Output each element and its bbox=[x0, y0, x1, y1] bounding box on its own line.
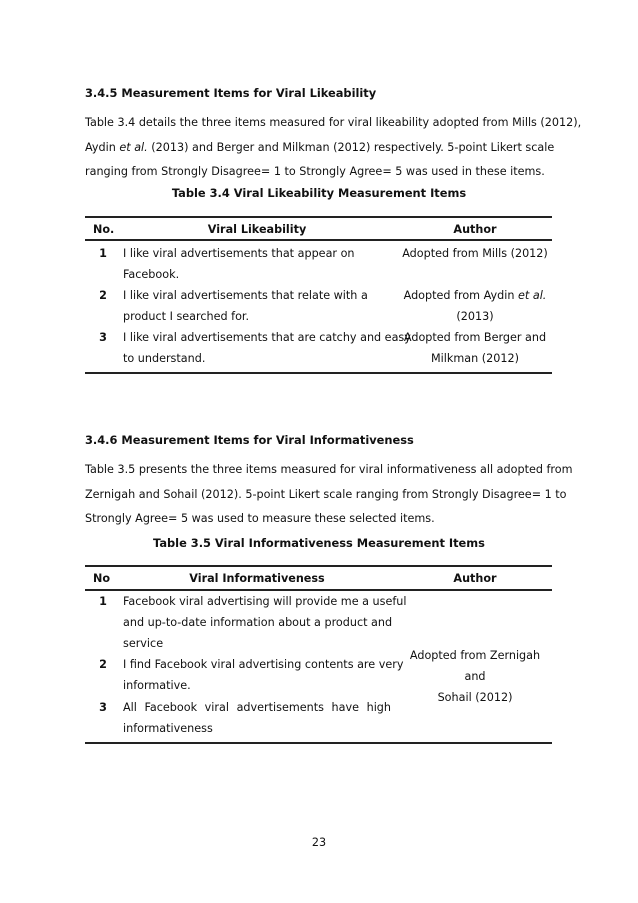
item-line: Facebook viral advertising will provide me a useful bbox=[123, 595, 407, 608]
table-3-5-header-item: Viral Informativeness bbox=[189, 572, 325, 585]
table-3-5-row-3-no: 3 bbox=[99, 701, 107, 714]
paragraph-text: (2013) and Berger and Milkman (2012) respectively. 5-point Likert scale bbox=[147, 140, 555, 154]
table-3-5-header-no: No bbox=[93, 572, 111, 585]
table-3-5-caption: Table 3.5 Viral Informativeness Measurement Items bbox=[153, 536, 485, 550]
table-3-4-row-1-author: Adopted from Mills (2012) bbox=[402, 247, 548, 260]
table-3-4-row-2-author bbox=[400, 285, 550, 327]
item-line: All Facebook viral advertisements have high bbox=[123, 701, 391, 714]
author-line: Sohail (2012) bbox=[437, 691, 513, 704]
table-3-4-top-rule bbox=[85, 216, 552, 218]
author-emphasis: et al. bbox=[518, 289, 547, 302]
table-3-4-row-3-item bbox=[123, 327, 411, 369]
item-line: informative. bbox=[123, 679, 191, 692]
section-heading-3-4-6: 3.4.6 Measurement Items for Viral Informativeness bbox=[85, 433, 414, 447]
table-3-5-row-1-no: 1 bbox=[99, 595, 107, 608]
table-3-4-row-3-author bbox=[400, 327, 550, 369]
table-3-5-row-3-item bbox=[123, 697, 391, 739]
author-text: Adopted from Aydin bbox=[403, 289, 519, 302]
item-line: I like viral advertisements that appear on bbox=[123, 247, 355, 260]
table-3-4-header-rule bbox=[85, 239, 552, 241]
page-number: 23 bbox=[311, 836, 327, 849]
table-3-5-author bbox=[398, 645, 552, 708]
section-heading-3-4-5: 3.4.5 Measurement Items for Viral Likeability bbox=[85, 86, 377, 100]
table-3-4-bottom-rule bbox=[85, 372, 552, 374]
item-line: product I searched for. bbox=[123, 310, 250, 323]
paragraph-line bbox=[85, 136, 555, 161]
paragraph-line: Strongly Agree= 5 was used to measure these selected items. bbox=[85, 512, 435, 525]
table-3-4-header-item: Viral Likeability bbox=[207, 223, 307, 236]
table-3-4-row-2-no: 2 bbox=[99, 289, 107, 302]
paragraph-emphasis: et al. bbox=[119, 140, 148, 154]
table-3-4-header-author: Author bbox=[453, 223, 497, 236]
author-line: Adopted from Zernigah and bbox=[409, 649, 541, 683]
paragraph-viral-likeability bbox=[85, 111, 582, 185]
table-3-4-caption: Table 3.4 Viral Likeability Measurement Items bbox=[171, 186, 467, 200]
item-line: service bbox=[123, 637, 164, 650]
table-3-4-row-2-item bbox=[123, 285, 391, 327]
author-line bbox=[400, 285, 550, 306]
table-3-4-row-1-no: 1 bbox=[99, 247, 107, 260]
item-line: informativeness bbox=[123, 722, 213, 735]
item-line: I find Facebook viral advertising contents are very bbox=[123, 658, 404, 671]
paragraph-viral-informativeness bbox=[85, 458, 573, 532]
item-line: to understand. bbox=[123, 352, 206, 365]
table-3-5-row-2-item bbox=[123, 654, 404, 696]
paragraph-text: Aydin bbox=[85, 140, 120, 154]
item-line: I like viral advertisements that are catchy and easy bbox=[123, 331, 411, 344]
table-3-5-row-1-item bbox=[123, 591, 407, 654]
author-line: Milkman (2012) bbox=[431, 352, 519, 365]
table-3-4-row-3-no: 3 bbox=[99, 331, 107, 344]
table-3-4-row-1-item bbox=[123, 243, 391, 285]
paragraph-line: Table 3.5 presents the three items measured for viral informativeness all adopted from bbox=[85, 463, 573, 476]
item-line: Facebook. bbox=[123, 268, 180, 281]
table-3-5-top-rule bbox=[85, 565, 552, 567]
author-line: (2013) bbox=[456, 310, 494, 323]
item-line: and up-to-date information about a product and bbox=[123, 616, 393, 629]
table-3-5-bottom-rule bbox=[85, 742, 552, 744]
table-3-5-header-author: Author bbox=[453, 572, 497, 585]
paragraph-line: ranging from Strongly Disagree= 1 to Strongly Agree= 5 was used in these items. bbox=[85, 165, 545, 178]
paragraph-line: Zernigah and Sohail (2012). 5-point Likert scale ranging from Strongly Disagree= 1 to bbox=[85, 487, 567, 501]
table-3-4-header-no: No. bbox=[93, 223, 115, 236]
paragraph-line: Table 3.4 details the three items measured for viral likeability adopted from Mills (2012), bbox=[85, 116, 582, 129]
table-3-5-row-2-no: 2 bbox=[99, 658, 107, 671]
author-line: Adopted from Berger and bbox=[403, 331, 547, 344]
item-line: I like viral advertisements that relate with a bbox=[123, 289, 368, 302]
